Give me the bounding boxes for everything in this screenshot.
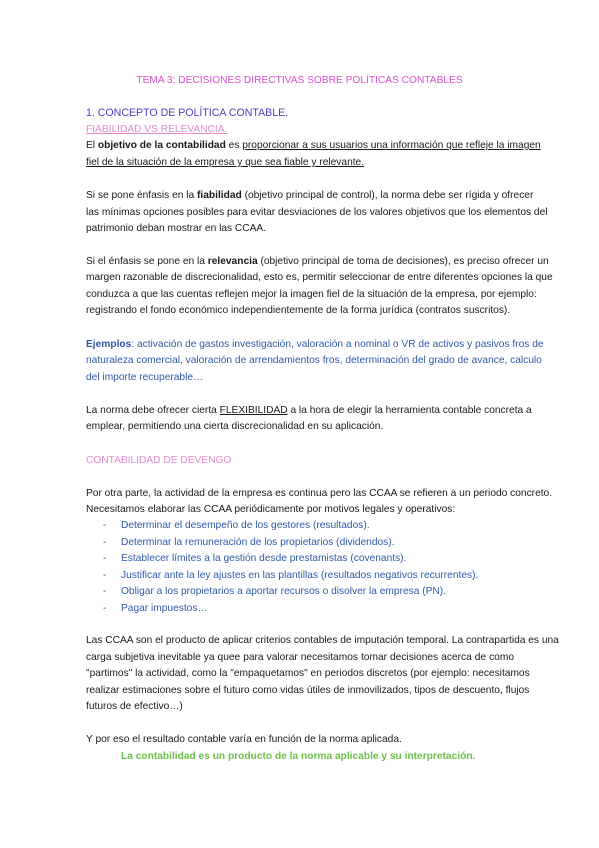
bullet-mark: - (103, 586, 107, 597)
list-item: Establecer límites a la gestión desde prestamistas (covenants). (121, 553, 407, 564)
paragraph-ccaa-line-1: Las CCAA son el producto de aplicar criterios contables de imputación temporal. La contrapartida es una (86, 635, 559, 646)
paragraph-relevancia-line-4: registrando el fondo económico independientemente de la forma jurídica (contratos suscritos). (86, 305, 511, 316)
bullet-mark: - (103, 537, 107, 548)
paragraph-fiabilidad-line-2: las mínimas opciones posibles para evitar desviaciones de los valores objetivos que los elementos del (86, 207, 548, 218)
paragraph-ccaa-line-3: "partimos" la actividad, como la "empaquetamos" en periodos discretos (por ejemplo: necesitamos (86, 668, 530, 679)
paragraph-fiabilidad-line-3: patrimonio deban mostrar en las CCAA. (86, 223, 267, 234)
paragraph-objetivo-line-1: El objetivo de la contabilidad es proporcionar a sus usuarios una información que refleje la imagen (86, 140, 541, 151)
paragraph-relevancia-line-3: conduzca a que las cuentas reflejen mejor la imagen fiel de la situación de la empresa, por ejemplo: (86, 289, 537, 300)
highlight-conclusion: La contabilidad es un producto de la norma aplicable y su interpretación. (121, 751, 476, 762)
paragraph-resultado: Y por eso el resultado contable varía en función de la norma aplicada. (86, 734, 402, 745)
paragraph-devengo-line-1: Por otra parte, la actividad de la empresa es continua pero las CCAA se refieren a un periodo concreto. (86, 488, 553, 499)
paragraph-ejemplos-line-1: Ejemplos: activación de gastos investigación, valoración a nominal o VR de activos y pasivos fros de (86, 339, 544, 350)
bullet-mark: - (103, 603, 107, 614)
paragraph-ccaa-line-4: realizar estimaciones sobre el futuro como vidas útiles de inmovilizados, tipos de descuento, flujos (86, 685, 530, 696)
bold-objetivo: objetivo de la contabilidad (97, 140, 226, 151)
bullet-mark: - (103, 520, 107, 531)
paragraph-fiabilidad-line-1: Si se pone énfasis en la fiabilidad (objetivo principal de control), la norma debe ser rígida y ofrecer (86, 190, 534, 201)
list-item: Pagar impuestos… (121, 603, 208, 614)
subheading-fiabilidad-relevancia: FIABILIDAD VS RELEVANCIA. (86, 124, 228, 135)
list-item: Obligar a los propietarios a aportar recursos o disolver la empresa (PN). (121, 586, 447, 597)
section-heading-concepto: 1. CONCEPTO DE POLÍTICA CONTABLE. (86, 107, 289, 119)
paragraph-ejemplos-line-2: naturaleza comercial, valoración de arrendamientos fros, determinación del grado de avance, calculo (86, 355, 542, 366)
paragraph-flexibilidad-line-1: La norma debe ofrecer cierta FLEXIBILIDAD a la hora de elegir la herramienta contable concreta a (86, 405, 532, 416)
paragraph-ejemplos-line-3: del importe recuperable… (86, 372, 204, 383)
list-item: Determinar la remuneración de los propietarios (dividendos). (121, 537, 395, 548)
bullet-mark: - (103, 553, 107, 564)
list-item: Determinar el desempeño de los gestores (resultados). (121, 520, 370, 531)
paragraph-objetivo-line-2: fiel de la situación de la empresa y que sea fiable y relevante. (86, 157, 365, 168)
section-heading-devengo: CONTABILIDAD DE DEVENGO (86, 455, 232, 466)
paragraph-relevancia-line-1: Si el énfasis se pone en la relevancia (objetivo principal de toma de decisiones), es preciso ofrecer un (86, 256, 549, 267)
paragraph-ccaa-line-5: futuros de efectivo…) (86, 701, 183, 712)
paragraph-relevancia-line-2: margen razonable de discrecionalidad, esto es, permitir seleccionar de entre diferentes opciones la que (86, 272, 553, 283)
document-title: TEMA 3: DECISIONES DIRECTIVAS SOBRE POLÍTICAS CONTABLES (136, 75, 463, 86)
paragraph-devengo-line-2: Necesitamos elaborar las CCAA periódicamente por motivos legales y operativos: (86, 504, 456, 515)
bullet-mark: - (103, 570, 107, 581)
paragraph-ccaa-line-2: carga subjetiva inevitable ya quee para valorar necesitamos tomar decisiones acerca de como (86, 652, 514, 663)
paragraph-flexibilidad-line-2: emplear, permitiendo una cierta discrecionalidad en su aplicación. (86, 421, 384, 432)
list-item: Justificar ante la ley ajustes en las plantillas (resultados negativos recurrentes). (121, 570, 479, 581)
